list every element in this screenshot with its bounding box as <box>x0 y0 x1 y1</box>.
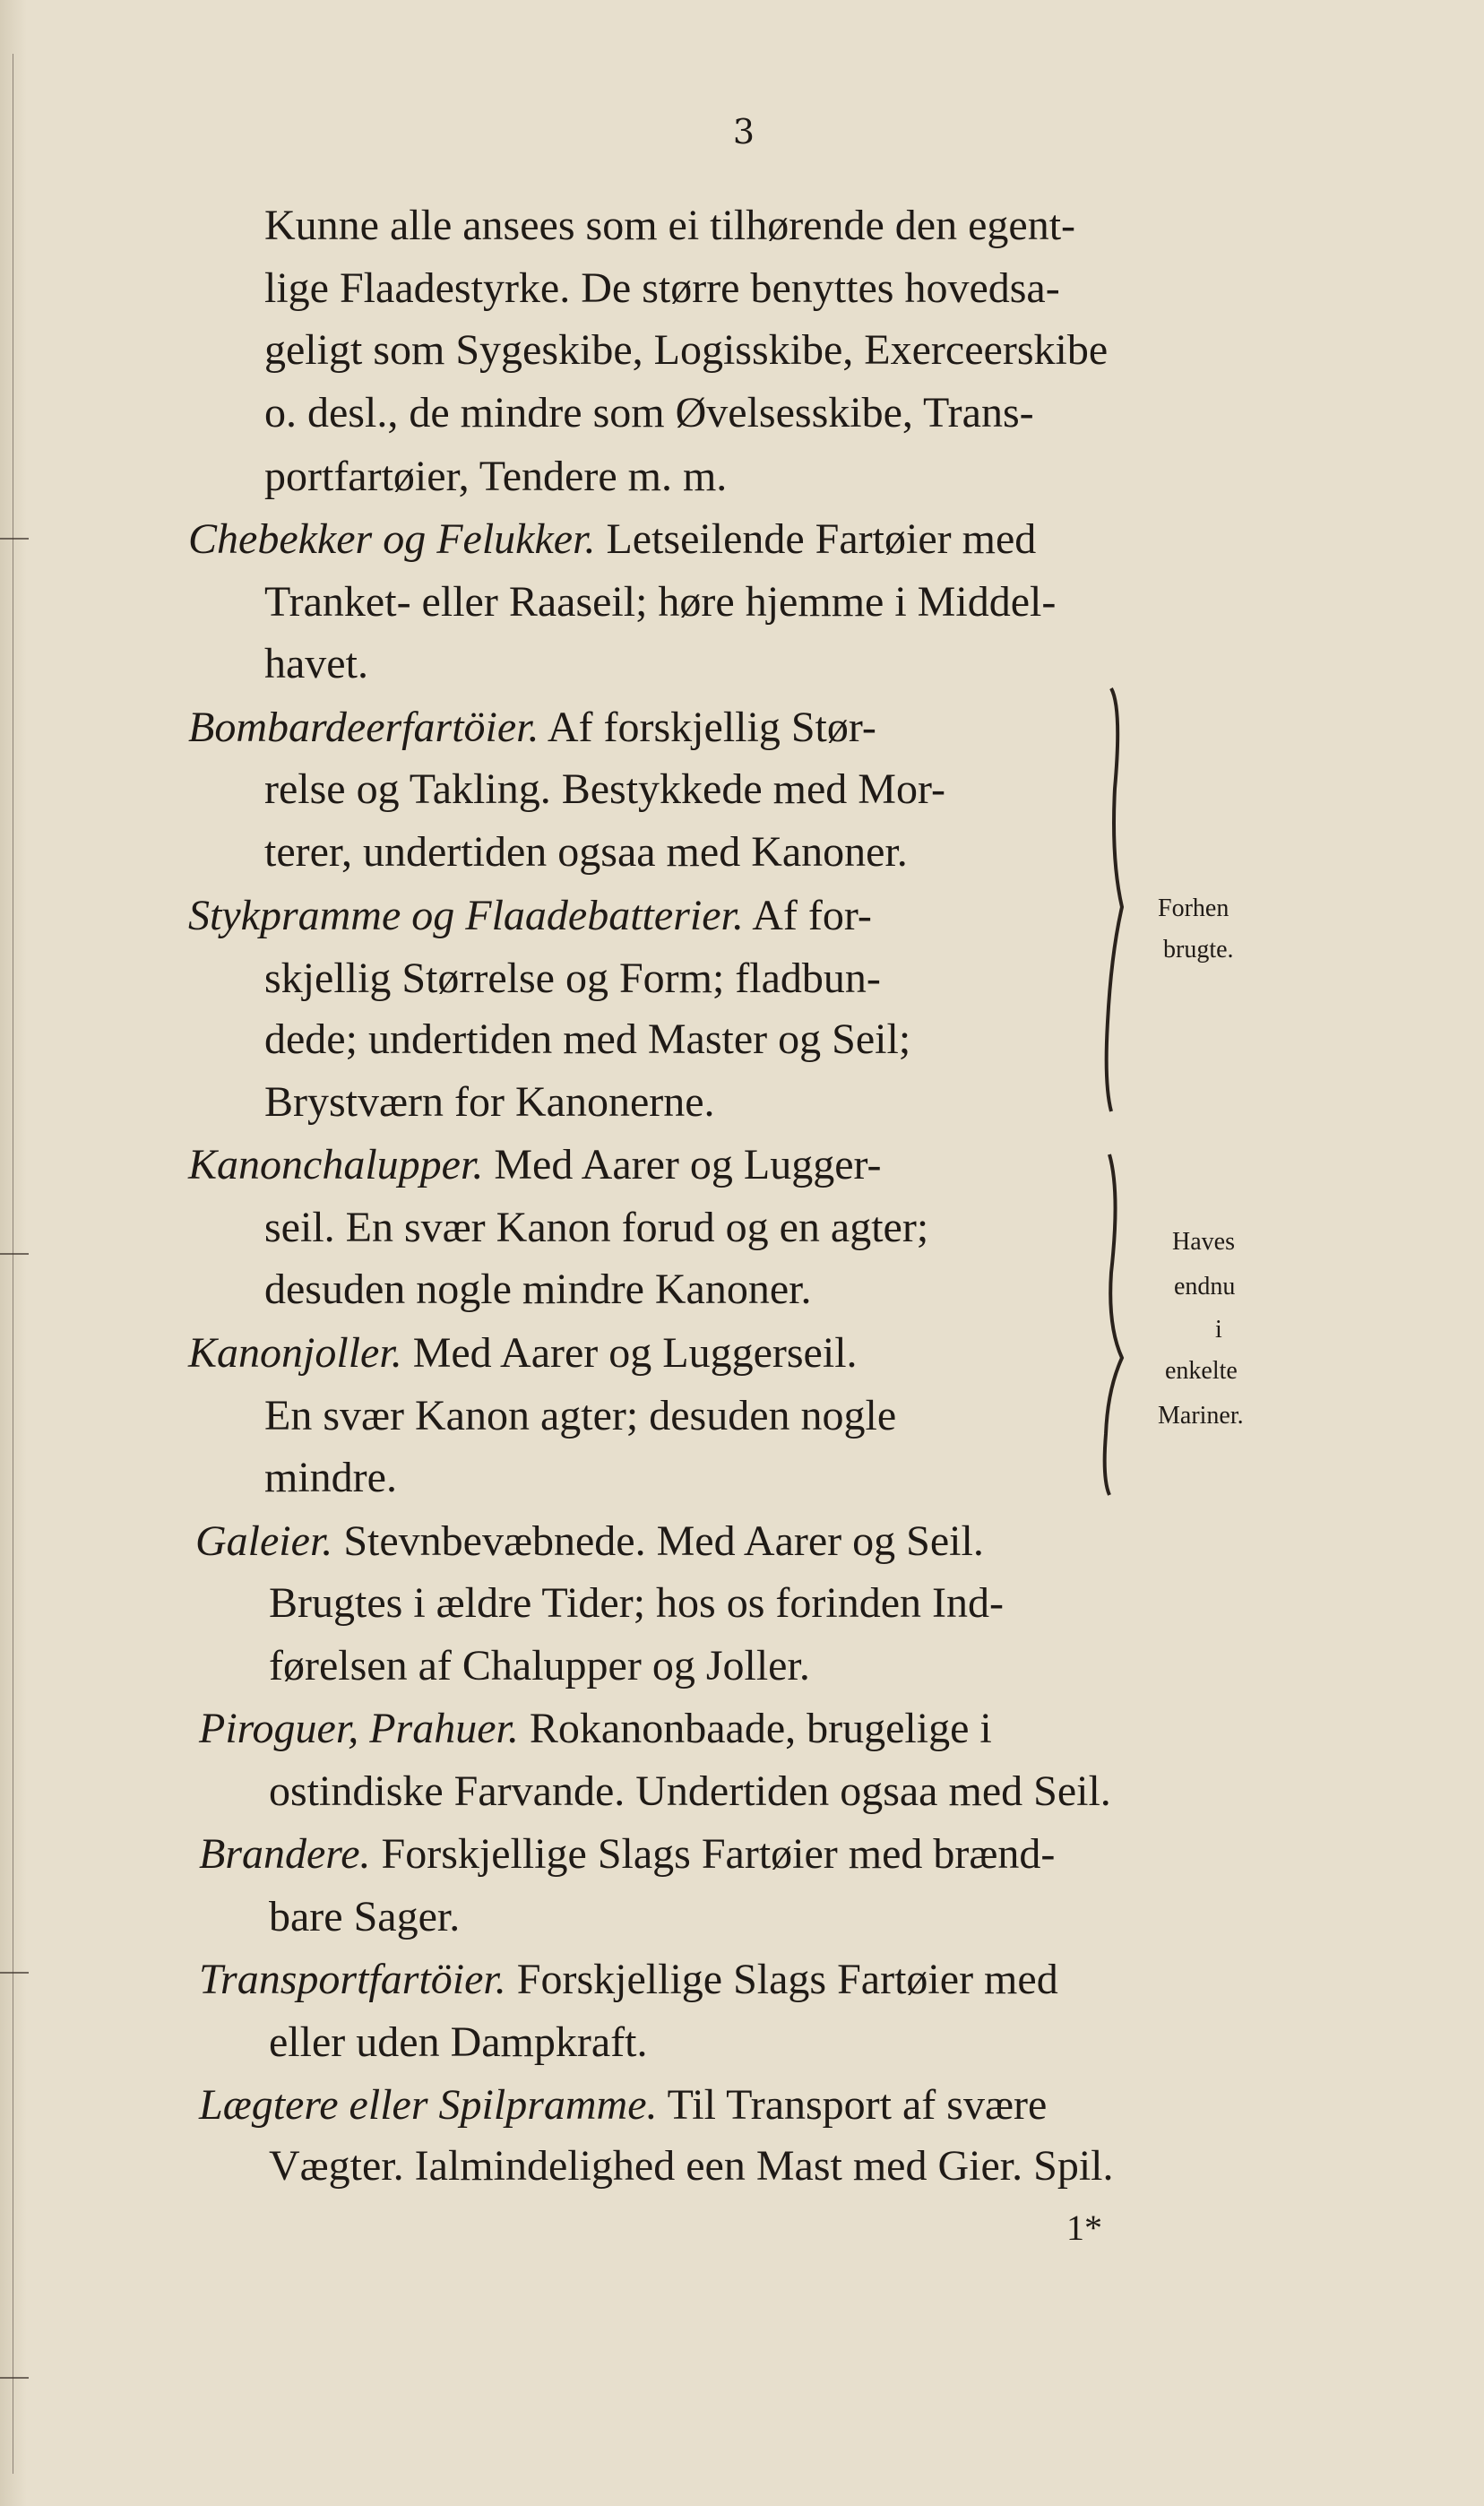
entry-text: Brugtes i ældre Tider; hos os forinden Ind- <box>269 1579 1004 1627</box>
entry-text: Tranket- eller Raaseil; høre hjemme i Middel- <box>264 578 1057 626</box>
note-still-some-line3: i <box>1215 1316 1222 1344</box>
entry-term: Piroguer, Prahuer. <box>199 1705 519 1752</box>
entry-term: Chebekker og Felukker. <box>188 515 596 563</box>
entry-term: Galeier. <box>195 1517 333 1565</box>
note-formerly-used-line1: Forhen <box>1158 894 1229 922</box>
entry-text: bare Sager. <box>269 1893 461 1940</box>
entry-text: førelsen af Chalupper og Joller. <box>269 1642 810 1689</box>
signature-mark: 1* <box>1066 2208 1102 2248</box>
entry-text: geligt som Sygeskibe, Logisskibe, Exerceerskibe <box>264 326 1109 374</box>
note-still-some-line1: Haves <box>1172 1228 1235 1256</box>
entry-text: Letseilende Fartøier med <box>595 515 1037 563</box>
entry-text: Rokanonbaade, brugelige i <box>518 1705 992 1752</box>
entry-text: Med Aarer og Lugger- <box>483 1141 882 1188</box>
entry-text: o. desl., de mindre som Øvelsesskibe, Trans- <box>264 389 1034 436</box>
entry-text: lige Flaadestyrke. De større benyttes hovedsa- <box>264 264 1060 312</box>
entry-term: Bombardeerfartöier. <box>188 704 539 751</box>
entry-text: relse og Takling. Bestykkede med Mor- <box>264 765 945 813</box>
page-number: 3 <box>732 112 755 151</box>
entry-text: Stevnbevæbnede. Med Aarer og Seil. <box>332 1517 984 1565</box>
entry-text: Til Transport af svære <box>657 2081 1048 2129</box>
entry-text: Forskjellige Slags Fartøier med <box>505 1956 1058 2003</box>
entry-text: ostindiske Farvande. Undertiden ogsaa med Seil. <box>269 1767 1111 1815</box>
entry-text: skjellig Størrelse og Form; fladbun- <box>264 955 881 1002</box>
entry-text: Kunne alle ansees som ei tilhørende den egent- <box>264 202 1076 249</box>
entry-text: Forskjellige Slags Fartøier med brænd- <box>370 1830 1056 1878</box>
entry-text: terer, undertiden ogsaa med Kanoner. <box>264 828 908 876</box>
entry-text: Af forskjellig Stør- <box>539 704 876 751</box>
entry-text: Vægter. Ialmindelighed een Mast med Gier. Spil. <box>269 2142 1114 2190</box>
brace-formerly-used <box>1107 688 1122 1111</box>
entry-term: Transportfartöier. <box>199 1956 506 2003</box>
entry-text: dede; undertiden med Master og Seil; <box>264 1015 911 1063</box>
entry-text: Med Aarer og Luggerseil. <box>401 1329 858 1377</box>
entry-text: portfartøier, Tendere m. m. <box>264 453 728 500</box>
entry-text: Brystværn for Kanonerne. <box>264 1078 715 1126</box>
entry-term: Brandere. <box>199 1830 371 1878</box>
brace-still-some <box>1105 1154 1122 1495</box>
note-still-some-line2: endnu <box>1174 1273 1236 1301</box>
entry-text: desuden nogle mindre Kanoner. <box>264 1266 812 1313</box>
entry-term: Stykpramme og Flaadebatterier. <box>188 892 744 939</box>
entry-term: Lægtere eller Spilpramme. <box>199 2081 658 2129</box>
note-still-some-line4: enkelte <box>1165 1357 1238 1385</box>
entry-text: havet. <box>264 640 368 687</box>
entry-text: Af for- <box>743 892 872 939</box>
note-still-some-line5: Mariner. <box>1158 1402 1244 1430</box>
entry-term: Kanonchalupper. <box>188 1141 484 1188</box>
entry-text: eller uden Dampkraft. <box>269 2018 648 2066</box>
entry-term: Kanonjoller. <box>188 1329 402 1377</box>
entry-text: seil. En svær Kanon forud og en agter; <box>264 1204 929 1251</box>
note-formerly-used-line2: brugte. <box>1163 936 1234 964</box>
entry-text: mindre. <box>264 1454 397 1501</box>
entry-text: En svær Kanon agter; desuden nogle <box>264 1392 897 1439</box>
